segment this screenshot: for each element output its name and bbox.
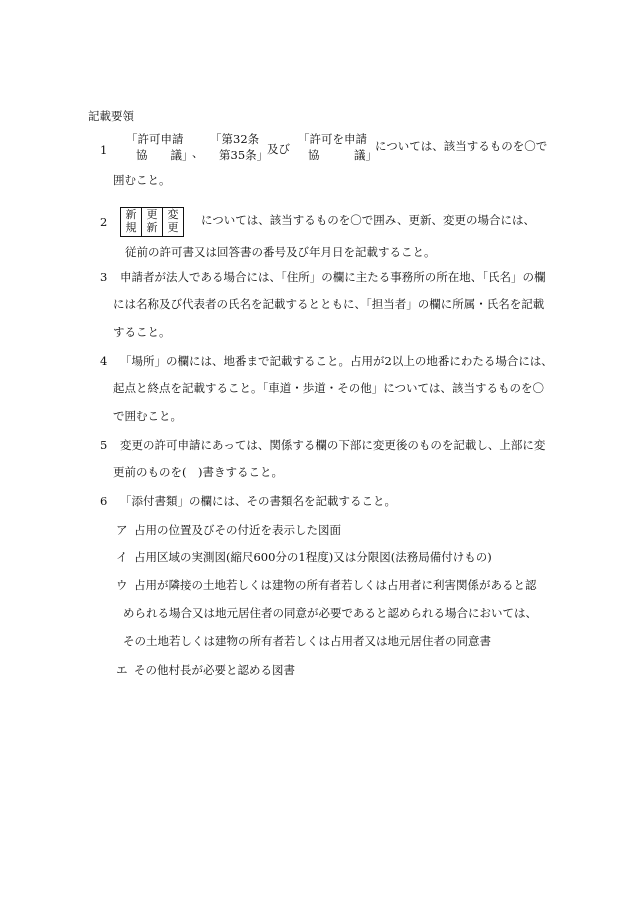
item-1-group-2-top: 「第32条 xyxy=(210,132,260,146)
sub-item-u-text-line-1: 占用が隣接の土地若しくは建物の所有者若しくは占用者に利害関係があると認 xyxy=(134,578,537,592)
item-1-separator: 、 xyxy=(192,146,204,160)
sub-item-e-text: その他村長が必要と認める図書 xyxy=(134,663,295,677)
item-1-group-articles xyxy=(210,134,268,161)
item-3-text-line-3: すること。 xyxy=(113,325,171,339)
item-5-text-line-1: 変更の許可申請にあっては、関係する欄の下部に変更後のものを記載し、上部に変 xyxy=(120,438,546,452)
sub-item-a-marker: ア xyxy=(116,523,128,537)
item-2-number: 2 xyxy=(100,215,108,229)
item-1-group-3-bottom: 協 議」 xyxy=(308,147,377,162)
item-1-group-2-bottom: 第35条」 xyxy=(219,147,269,162)
item-4-number: 4 xyxy=(100,354,108,368)
item-5-number: 5 xyxy=(100,438,108,452)
sub-item-i-text: 占用区域の実測図(縮尺600分の1程度)又は分限図(法務局備付けもの) xyxy=(134,550,492,564)
item-1-group-1-top: 「許可申請 xyxy=(126,132,184,146)
item-3-text-line-1: 申請者が法人である場合には、「住所」の欄に主たる事務所の所在地、「氏名」の欄 xyxy=(120,270,546,284)
item-1-text: については、該当するものを〇で xyxy=(375,139,548,153)
item-1-group-permit-consult xyxy=(126,134,194,161)
item-6-number: 6 xyxy=(100,494,108,508)
item-6-text-line-1: 「添付書類」の欄には、その書類名を記載すること。 xyxy=(120,494,396,508)
item-1-group-3-top: 「許可を申請 xyxy=(298,132,367,146)
item-2-text: については、該当するものを〇で囲み、更新、変更の場合には、 xyxy=(201,213,535,227)
application-type-boxes xyxy=(120,207,184,237)
item-1-group-1-bottom: 協 議」 xyxy=(136,147,194,162)
item-1-group-apply-consult xyxy=(298,134,377,161)
sub-item-u-marker: ウ xyxy=(116,578,128,592)
item-3-text-line-2: には名称及び代表者の氏名を記載するとともに、「担当者」の欄に所属・氏名を記載 xyxy=(113,297,545,311)
item-1-number: 1 xyxy=(100,143,108,157)
sub-item-u-text-line-3: その土地若しくは建物の所有者若しくは占用者又は地元居住者の同意書 xyxy=(123,634,491,648)
item-4-text-line-2: 起点と終点を記載すること。「車道・歩道・その他」については、該当するものを〇 xyxy=(113,381,545,395)
sub-item-i-marker: イ xyxy=(116,550,128,564)
item-2-text-line-2: 従前の許可書又は回答書の番号及び年月日を記載すること。 xyxy=(125,245,436,259)
document-heading: 記載要領 xyxy=(88,109,134,123)
item-4-text-line-1: 「場所」の欄には、地番まで記載すること。占用が2以上の地番にわたる場合には、 xyxy=(120,354,553,368)
box-new: 新 規 xyxy=(121,208,142,237)
box-change: 変 更 xyxy=(163,208,184,237)
item-3-number: 3 xyxy=(100,270,108,284)
item-1-text-line-2: 囲むこと。 xyxy=(113,173,171,187)
item-5-text-line-2: 更前のものを( )書きすること。 xyxy=(113,465,283,479)
item-1-conjunction: 及び xyxy=(267,142,290,156)
box-renewal: 更 新 xyxy=(142,208,163,237)
sub-item-u-text-line-2: められる場合又は地元居住者の同意が必要であると認められる場合においては、 xyxy=(123,606,537,620)
sub-item-e-marker: エ xyxy=(116,663,128,677)
sub-item-a-text: 占用の位置及びその付近を表示した図面 xyxy=(134,523,341,537)
item-4-text-line-3: で囲むこと。 xyxy=(113,409,182,423)
